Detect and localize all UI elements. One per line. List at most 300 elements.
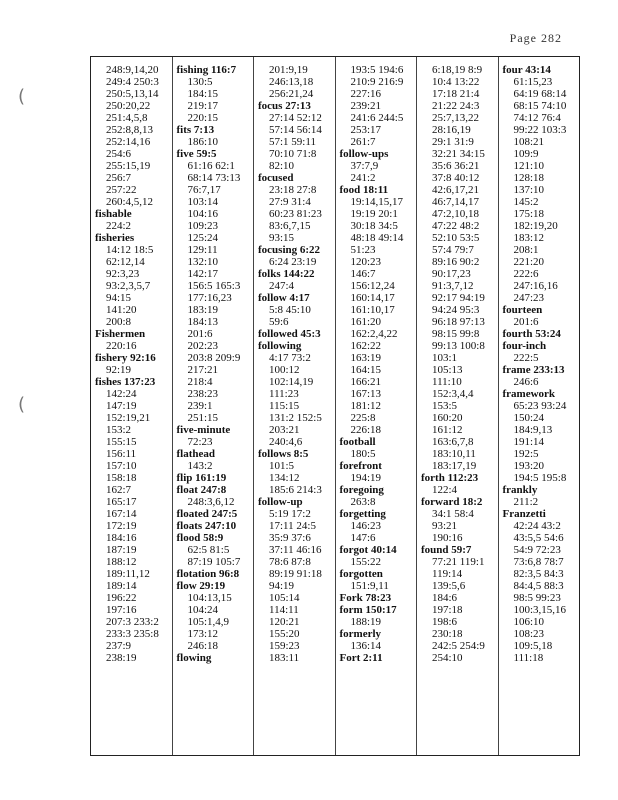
index-term: Fork 78:23 bbox=[339, 592, 392, 604]
index-column-5 bbox=[416, 57, 498, 755]
index-term: flow 29:19 bbox=[176, 580, 226, 592]
index-reference: 147:6 bbox=[350, 532, 376, 544]
index-column-2 bbox=[172, 57, 254, 755]
index-reference: 162:7 bbox=[106, 484, 132, 496]
index-reference: 83:6,7,15 bbox=[269, 220, 311, 232]
index-term: followed 45:3 bbox=[258, 328, 321, 340]
index-term: four 43:14 bbox=[502, 64, 551, 76]
index-reference: 109:5,18 bbox=[513, 640, 553, 652]
index-reference: 211:2 bbox=[513, 496, 539, 508]
index-reference: 166:21 bbox=[350, 376, 382, 388]
index-reference: 239:21 bbox=[350, 100, 382, 112]
index-reference: 183:19 bbox=[187, 304, 219, 316]
index-reference: 6:24 23:19 bbox=[269, 256, 317, 268]
index-reference: 42:24 43:2 bbox=[513, 520, 561, 532]
index-reference: 73:6,8 78:7 bbox=[513, 556, 564, 568]
index-reference: 93:21 bbox=[432, 520, 458, 532]
index-term: folks 144:22 bbox=[258, 268, 315, 280]
index-reference: 101:5 bbox=[269, 460, 295, 472]
index-reference: 189:14 bbox=[106, 580, 137, 592]
index-reference: 61:16 62:1 bbox=[187, 160, 235, 172]
index-reference: 89:16 90:2 bbox=[432, 256, 480, 268]
index-reference: 219:17 bbox=[187, 100, 219, 112]
margin-punch-mark-middle: ( bbox=[18, 394, 26, 415]
index-reference: 145:2 bbox=[513, 196, 539, 208]
index-reference: 251:4,5,8 bbox=[106, 112, 148, 124]
index-reference: 128:18 bbox=[513, 172, 545, 184]
index-reference: 255:15,19 bbox=[106, 160, 151, 172]
index-reference: 164:15 bbox=[350, 364, 382, 376]
index-term: formerly bbox=[339, 628, 382, 640]
index-term: floated 247:5 bbox=[176, 508, 238, 520]
index-reference: 146:7 bbox=[350, 268, 376, 280]
page-number-label: Page 282 bbox=[509, 31, 562, 45]
index-term: focused bbox=[258, 172, 294, 184]
index-column-1 bbox=[91, 57, 172, 755]
index-reference: 19:14,15,17 bbox=[350, 196, 404, 208]
index-reference: 74:12 76:4 bbox=[513, 112, 561, 124]
index-reference: 251:15 bbox=[187, 412, 219, 424]
index-reference: 54:9 72:23 bbox=[513, 544, 561, 556]
index-reference: 242:5 254:9 bbox=[432, 640, 485, 652]
index-reference: 137:10 bbox=[513, 184, 545, 196]
index-reference: 194:19 bbox=[350, 472, 382, 484]
index-reference: 141:20 bbox=[106, 304, 137, 316]
index-reference: 5:8 45:10 bbox=[269, 304, 311, 316]
index-reference: 32:21 34:15 bbox=[432, 148, 485, 160]
index-reference: 17:11 24:5 bbox=[269, 520, 316, 532]
index-reference: 142:24 bbox=[106, 388, 137, 400]
index-reference: 183:11 bbox=[269, 652, 300, 664]
index-reference: 172:19 bbox=[106, 520, 137, 532]
index-reference: 104:13,15 bbox=[187, 592, 232, 604]
index-reference: 37:8 40:12 bbox=[432, 172, 480, 184]
index-reference: 111:23 bbox=[269, 388, 299, 400]
index-reference: 65:23 93:24 bbox=[513, 400, 567, 412]
index-reference: 153:5 bbox=[432, 400, 458, 412]
index-reference: 203:8 209:9 bbox=[187, 352, 241, 364]
index-reference: 155:22 bbox=[350, 556, 382, 568]
index-reference: 220:16 bbox=[106, 340, 137, 352]
index-reference: 225:8 bbox=[350, 412, 376, 424]
index-reference: 253:17 bbox=[350, 124, 382, 136]
index-term: fits 7:13 bbox=[176, 124, 215, 136]
index-reference: 52:10 53:5 bbox=[432, 232, 480, 244]
index-reference: 102:14,19 bbox=[269, 376, 314, 388]
index-reference: 165:17 bbox=[106, 496, 137, 508]
index-reference: 5:19 17:2 bbox=[269, 508, 311, 520]
index-reference: 146:23 bbox=[350, 520, 382, 532]
index-reference: 167:13 bbox=[350, 388, 382, 400]
index-reference: 241:2 bbox=[350, 172, 376, 184]
index-reference: 192:5 bbox=[513, 448, 539, 460]
index-reference: 184:15 bbox=[187, 88, 219, 100]
index-reference: 37:11 46:16 bbox=[269, 544, 322, 556]
index-reference: 34:1 58:4 bbox=[432, 508, 474, 520]
index-reference: 84:4,5 88:3 bbox=[513, 580, 564, 592]
index-reference: 99:22 103:3 bbox=[513, 124, 567, 136]
index-reference: 100:12 bbox=[269, 364, 300, 376]
index-reference: 90:17,23 bbox=[432, 268, 471, 280]
index-reference: 91:3,7,12 bbox=[432, 280, 474, 292]
index-reference: 160:20 bbox=[432, 412, 463, 424]
index-reference: 92:17 94:19 bbox=[432, 292, 485, 304]
index-reference: 238:23 bbox=[187, 388, 219, 400]
index-term: forgetting bbox=[339, 508, 386, 520]
index-reference: 93:2,3,5,7 bbox=[106, 280, 151, 292]
index-reference: 191:14 bbox=[513, 436, 545, 448]
index-reference: 220:15 bbox=[187, 112, 219, 124]
index-reference: 111:10 bbox=[432, 376, 462, 388]
index-reference: 249:4 250:3 bbox=[106, 76, 159, 88]
index-reference: 94:24 95:3 bbox=[432, 304, 480, 316]
index-reference: 25:7,13,22 bbox=[432, 112, 480, 124]
index-reference: 156:5 165:3 bbox=[187, 280, 241, 292]
index-reference: 27:14 52:12 bbox=[269, 112, 322, 124]
index-reference: 68:15 74:10 bbox=[513, 100, 567, 112]
index-term: four-inch bbox=[502, 340, 547, 352]
index-reference: 187:19 bbox=[106, 544, 137, 556]
index-reference: 21:22 24:3 bbox=[432, 100, 480, 112]
word-index-table bbox=[90, 56, 580, 756]
index-reference: 48:18 49:14 bbox=[350, 232, 404, 244]
index-reference: 240:4,6 bbox=[269, 436, 303, 448]
index-reference: 167:14 bbox=[106, 508, 137, 520]
index-reference: 131:2 152:5 bbox=[269, 412, 322, 424]
index-reference: 208:1 bbox=[513, 244, 539, 256]
index-reference: 94:19 bbox=[269, 580, 295, 592]
index-reference: 10:4 13:22 bbox=[432, 76, 480, 88]
index-reference: 197:16 bbox=[106, 604, 137, 616]
index-reference: 260:4,5,12 bbox=[106, 196, 154, 208]
index-reference: 37:7,9 bbox=[350, 160, 379, 172]
index-reference: 161:20 bbox=[350, 316, 382, 328]
index-reference: 217:21 bbox=[187, 364, 219, 376]
index-term: five-minute bbox=[176, 424, 231, 436]
index-reference: 162:22 bbox=[350, 340, 382, 352]
index-term: flathead bbox=[176, 448, 215, 460]
index-term: follows 8:5 bbox=[258, 448, 309, 460]
index-reference: 98:15 99:8 bbox=[432, 328, 480, 340]
index-reference: 180:5 bbox=[350, 448, 376, 460]
index-reference: 200:8 bbox=[106, 316, 132, 328]
index-reference: 252:14,16 bbox=[106, 136, 151, 148]
index-term: follow-up bbox=[258, 496, 303, 508]
index-reference: 230:18 bbox=[432, 628, 463, 640]
index-reference: 246:13,18 bbox=[269, 76, 314, 88]
index-reference: 89:19 91:18 bbox=[269, 568, 322, 580]
index-reference: 152:19,21 bbox=[106, 412, 151, 424]
index-term: Fishermen bbox=[95, 328, 146, 340]
index-reference: 263:8 bbox=[350, 496, 376, 508]
index-reference: 109:9 bbox=[513, 148, 539, 160]
index-reference: 161:12 bbox=[432, 424, 463, 436]
index-reference: 111:18 bbox=[513, 652, 544, 664]
index-reference: 64:19 68:14 bbox=[513, 88, 567, 100]
index-reference: 257:22 bbox=[106, 184, 137, 196]
index-reference: 47:2,10,18 bbox=[432, 208, 480, 220]
index-reference: 182:19,20 bbox=[513, 220, 558, 232]
index-reference: 109:23 bbox=[187, 220, 219, 232]
index-reference: 120:23 bbox=[350, 256, 382, 268]
index-reference: 94:15 bbox=[106, 292, 132, 304]
index-reference: 129:11 bbox=[187, 244, 218, 256]
index-reference: 51:23 bbox=[350, 244, 376, 256]
index-reference: 207:3 233:2 bbox=[106, 616, 159, 628]
index-reference: 87:19 105:7 bbox=[187, 556, 241, 568]
index-term: forth 112:23 bbox=[421, 472, 479, 484]
index-reference: 17:18 21:4 bbox=[432, 88, 480, 100]
index-reference: 163:19 bbox=[350, 352, 382, 364]
index-reference: 226:18 bbox=[350, 424, 382, 436]
index-reference: 188:19 bbox=[350, 616, 382, 628]
index-reference: 6:18,19 8:9 bbox=[432, 64, 483, 76]
index-reference: 202:23 bbox=[187, 340, 219, 352]
index-reference: 183:10,11 bbox=[432, 448, 476, 460]
index-term: flowing bbox=[176, 652, 212, 664]
index-reference: 248:9,14,20 bbox=[106, 64, 159, 76]
index-reference: 254:6 bbox=[106, 148, 132, 160]
index-reference: 114:11 bbox=[269, 604, 299, 616]
index-reference: 153:2 bbox=[106, 424, 132, 436]
index-reference: 184:16 bbox=[106, 532, 137, 544]
index-term: flotation 96:8 bbox=[176, 568, 240, 580]
index-reference: 177:16,23 bbox=[187, 292, 232, 304]
index-reference: 246:6 bbox=[513, 376, 539, 388]
index-reference: 183:17,19 bbox=[432, 460, 477, 472]
index-reference: 194:5 195:8 bbox=[513, 472, 567, 484]
index-reference: 151:9,11 bbox=[350, 580, 389, 592]
index-term: forgot 40:14 bbox=[339, 544, 397, 556]
index-reference: 222:6 bbox=[513, 268, 539, 280]
index-reference: 201:6 bbox=[187, 328, 213, 340]
index-reference: 189:11,12 bbox=[106, 568, 150, 580]
index-reference: 78:6 87:8 bbox=[269, 556, 311, 568]
index-reference: 184:6 bbox=[432, 592, 458, 604]
index-term: float 247:8 bbox=[176, 484, 227, 496]
index-reference: 156:11 bbox=[106, 448, 137, 460]
index-reference: 184:9,13 bbox=[513, 424, 553, 436]
index-reference: 241:6 244:5 bbox=[350, 112, 404, 124]
index-term: flood 58:9 bbox=[176, 532, 224, 544]
index-reference: 256:7 bbox=[106, 172, 132, 184]
index-reference: 103:14 bbox=[187, 196, 219, 208]
index-term: floats 247:10 bbox=[176, 520, 237, 532]
index-term: Franzetti bbox=[502, 508, 546, 520]
index-term: forward 18:2 bbox=[421, 496, 483, 508]
index-reference: 122:4 bbox=[432, 484, 458, 496]
index-term: Fort 2:11 bbox=[339, 652, 383, 664]
index-term: focusing 6:22 bbox=[258, 244, 321, 256]
index-reference: 181:12 bbox=[350, 400, 382, 412]
index-reference: 105:13 bbox=[432, 364, 463, 376]
index-term: focus 27:13 bbox=[258, 100, 311, 112]
index-term: frame 233:13 bbox=[502, 364, 565, 376]
index-reference: 160:14,17 bbox=[350, 292, 395, 304]
index-reference: 43:5,5 54:6 bbox=[513, 532, 564, 544]
index-reference: 139:5,6 bbox=[432, 580, 466, 592]
index-reference: 197:18 bbox=[432, 604, 463, 616]
index-reference: 150:24 bbox=[513, 412, 545, 424]
index-reference: 121:10 bbox=[513, 160, 545, 172]
index-reference: 238:19 bbox=[106, 652, 137, 664]
margin-punch-mark-top: ( bbox=[18, 86, 26, 107]
index-reference: 23:18 27:8 bbox=[269, 184, 317, 196]
index-reference: 152:3,4,4 bbox=[432, 388, 474, 400]
index-reference: 246:18 bbox=[187, 640, 219, 652]
index-reference: 156:12,24 bbox=[350, 280, 395, 292]
index-reference: 106:10 bbox=[513, 616, 545, 628]
index-column-6 bbox=[498, 57, 580, 755]
index-reference: 72:23 bbox=[187, 436, 213, 448]
index-reference: 92:3,23 bbox=[106, 268, 140, 280]
index-reference: 62:5 81:5 bbox=[187, 544, 230, 556]
index-reference: 239:1 bbox=[187, 400, 213, 412]
index-reference: 4:17 73:2 bbox=[269, 352, 311, 364]
index-reference: 68:14 73:13 bbox=[187, 172, 241, 184]
index-reference: 193:20 bbox=[513, 460, 545, 472]
index-term: frankly bbox=[502, 484, 538, 496]
index-reference: 82:3,5 84:3 bbox=[513, 568, 564, 580]
index-reference: 221:20 bbox=[513, 256, 545, 268]
index-term: fisheries bbox=[95, 232, 135, 244]
index-reference: 162:2,4,22 bbox=[350, 328, 398, 340]
index-reference: 158:18 bbox=[106, 472, 137, 484]
index-reference: 130:5 bbox=[187, 76, 213, 88]
index-reference: 143:2 bbox=[187, 460, 213, 472]
index-reference: 96:18 97:13 bbox=[432, 316, 485, 328]
index-term: foregoing bbox=[339, 484, 384, 496]
index-reference: 159:23 bbox=[269, 640, 300, 652]
index-reference: 125:24 bbox=[187, 232, 219, 244]
index-column-3 bbox=[253, 57, 335, 755]
index-term: fishing 116:7 bbox=[176, 64, 237, 76]
index-reference: 252:8,8,13 bbox=[106, 124, 154, 136]
index-reference: 186:10 bbox=[187, 136, 219, 148]
index-reference: 77:21 119:1 bbox=[432, 556, 485, 568]
index-term: framework bbox=[502, 388, 556, 400]
index-reference: 250:5,13,14 bbox=[106, 88, 159, 100]
index-term: football bbox=[339, 436, 376, 448]
index-reference: 108:23 bbox=[513, 628, 545, 640]
index-reference: 173:12 bbox=[187, 628, 219, 640]
index-term: fishable bbox=[95, 208, 132, 220]
index-reference: 108:21 bbox=[513, 136, 545, 148]
index-reference: 248:3,6,12 bbox=[187, 496, 235, 508]
index-reference: 256:21,24 bbox=[269, 88, 314, 100]
index-term: follow 4:17 bbox=[258, 292, 310, 304]
index-term: following bbox=[258, 340, 302, 352]
index-reference: 184:13 bbox=[187, 316, 219, 328]
index-reference: 92:19 bbox=[106, 364, 132, 376]
index-reference: 222:5 bbox=[513, 352, 539, 364]
index-reference: 19:19 20:1 bbox=[350, 208, 398, 220]
index-reference: 46:7,14,17 bbox=[432, 196, 480, 208]
index-reference: 227:16 bbox=[350, 88, 382, 100]
index-reference: 61:15,23 bbox=[513, 76, 553, 88]
index-reference: 190:16 bbox=[432, 532, 463, 544]
index-term: fourth 53:24 bbox=[502, 328, 561, 340]
index-reference: 115:15 bbox=[269, 400, 300, 412]
index-reference: 14:12 18:5 bbox=[106, 244, 154, 256]
index-reference: 100:3,15,16 bbox=[513, 604, 567, 616]
index-reference: 233:3 235:8 bbox=[106, 628, 159, 640]
index-reference: 42:6,17,21 bbox=[432, 184, 480, 196]
index-reference: 136:14 bbox=[350, 640, 382, 652]
index-term: form 150:17 bbox=[339, 604, 397, 616]
index-reference: 142:17 bbox=[187, 268, 219, 280]
index-reference: 93:15 bbox=[269, 232, 295, 244]
index-reference: 99:13 100:8 bbox=[432, 340, 485, 352]
index-reference: 161:10,17 bbox=[350, 304, 395, 316]
index-reference: 210:9 216:9 bbox=[350, 76, 404, 88]
index-reference: 105:14 bbox=[269, 592, 300, 604]
index-term: fishery 92:16 bbox=[95, 352, 156, 364]
index-reference: 155:15 bbox=[106, 436, 137, 448]
index-term: forefront bbox=[339, 460, 382, 472]
index-term: food 18:11 bbox=[339, 184, 389, 196]
index-reference: 134:12 bbox=[269, 472, 300, 484]
index-reference: 261:7 bbox=[350, 136, 376, 148]
index-reference: 224:2 bbox=[106, 220, 132, 232]
index-reference: 57:4 79:7 bbox=[432, 244, 474, 256]
index-reference: 250:20,22 bbox=[106, 100, 151, 112]
index-reference: 201:6 bbox=[513, 316, 539, 328]
index-reference: 62:12,14 bbox=[106, 256, 145, 268]
index-reference: 57:14 56:14 bbox=[269, 124, 322, 136]
index-reference: 132:10 bbox=[187, 256, 219, 268]
index-reference: 47:22 48:2 bbox=[432, 220, 480, 232]
index-reference: 104:16 bbox=[187, 208, 219, 220]
index-reference: 183:12 bbox=[513, 232, 545, 244]
index-reference: 27:9 31:4 bbox=[269, 196, 311, 208]
index-term: five 59:5 bbox=[176, 148, 217, 160]
index-term: flip 161:19 bbox=[176, 472, 227, 484]
index-reference: 157:10 bbox=[106, 460, 137, 472]
index-reference: 30:18 34:5 bbox=[350, 220, 398, 232]
index-reference: 103:1 bbox=[432, 352, 458, 364]
index-reference: 188:12 bbox=[106, 556, 137, 568]
index-reference: 147:19 bbox=[106, 400, 137, 412]
index-reference: 35:9 37:6 bbox=[269, 532, 311, 544]
index-reference: 254:10 bbox=[432, 652, 463, 664]
index-reference: 175:18 bbox=[513, 208, 545, 220]
index-reference: 98:5 99:23 bbox=[513, 592, 561, 604]
index-reference: 35:6 36:21 bbox=[432, 160, 480, 172]
index-reference: 29:1 31:9 bbox=[432, 136, 474, 148]
index-reference: 196:22 bbox=[106, 592, 137, 604]
index-reference: 59:6 bbox=[269, 316, 289, 328]
index-term: forgotten bbox=[339, 568, 383, 580]
index-reference: 218:4 bbox=[187, 376, 213, 388]
index-reference: 57:1 59:11 bbox=[269, 136, 316, 148]
index-term: follow-ups bbox=[339, 148, 389, 160]
index-reference: 60:23 81:23 bbox=[269, 208, 322, 220]
index-reference: 82:10 bbox=[269, 160, 295, 172]
index-reference: 119:14 bbox=[432, 568, 463, 580]
index-reference: 120:21 bbox=[269, 616, 300, 628]
index-reference: 155:20 bbox=[269, 628, 300, 640]
index-reference: 201:9,19 bbox=[269, 64, 308, 76]
index-reference: 105:1,4,9 bbox=[187, 616, 230, 628]
index-reference: 70:10 71:8 bbox=[269, 148, 317, 160]
index-reference: 76:7,17 bbox=[187, 184, 221, 196]
index-reference: 104:24 bbox=[187, 604, 219, 616]
index-reference: 247:23 bbox=[513, 292, 545, 304]
index-reference: 193:5 194:6 bbox=[350, 64, 404, 76]
index-reference: 237:9 bbox=[106, 640, 132, 652]
index-reference: 247:16,16 bbox=[513, 280, 558, 292]
